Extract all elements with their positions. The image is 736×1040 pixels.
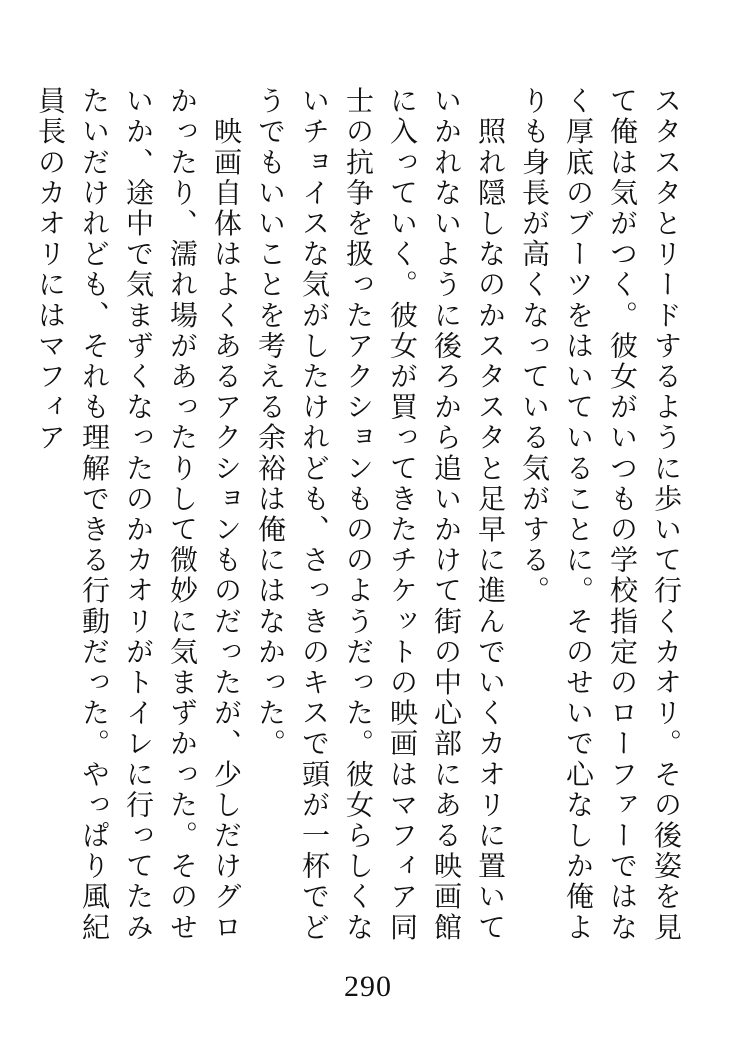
paragraph-2: 照れ隠しなのかスタスタと足早に進んでいくカオリに置いていかれないように後ろから追いかけて街の中心部にある映画館に入っていく。彼女が買ってきたチケットの映画はマフィア同士の抗争を扱ったアクションもののようだった。彼女らしくないチョイスな気がしたけれども、さっきのキスで頭が一杯でどうでもいいことを考える余裕は俺にはなかった。 [254,86,507,943]
paragraph-3: 映画自体はよくあるアクションものだったが、少しだけグロかったり、濡れ場があったりして微妙に気まずかった。そのせいか、途中で気まずくなったのかカオリがトイレに行ってたみたいだけれども、それも理解できる行動だった。やっぱり風紀員長のカオリにはマフィア [34,86,243,943]
vertical-text-body [34,86,688,966]
page-number: 290 [344,970,392,1003]
paragraph-1: スタスタとリードするように歩いて行くカオリ。その後姿を見て俺は気がつく。彼女がいつもの学校指定のローファーではなく厚底のブーツをはいていることに。そのせいで心なしか俺よりも身長が高くなっている気がする。 [518,86,683,943]
